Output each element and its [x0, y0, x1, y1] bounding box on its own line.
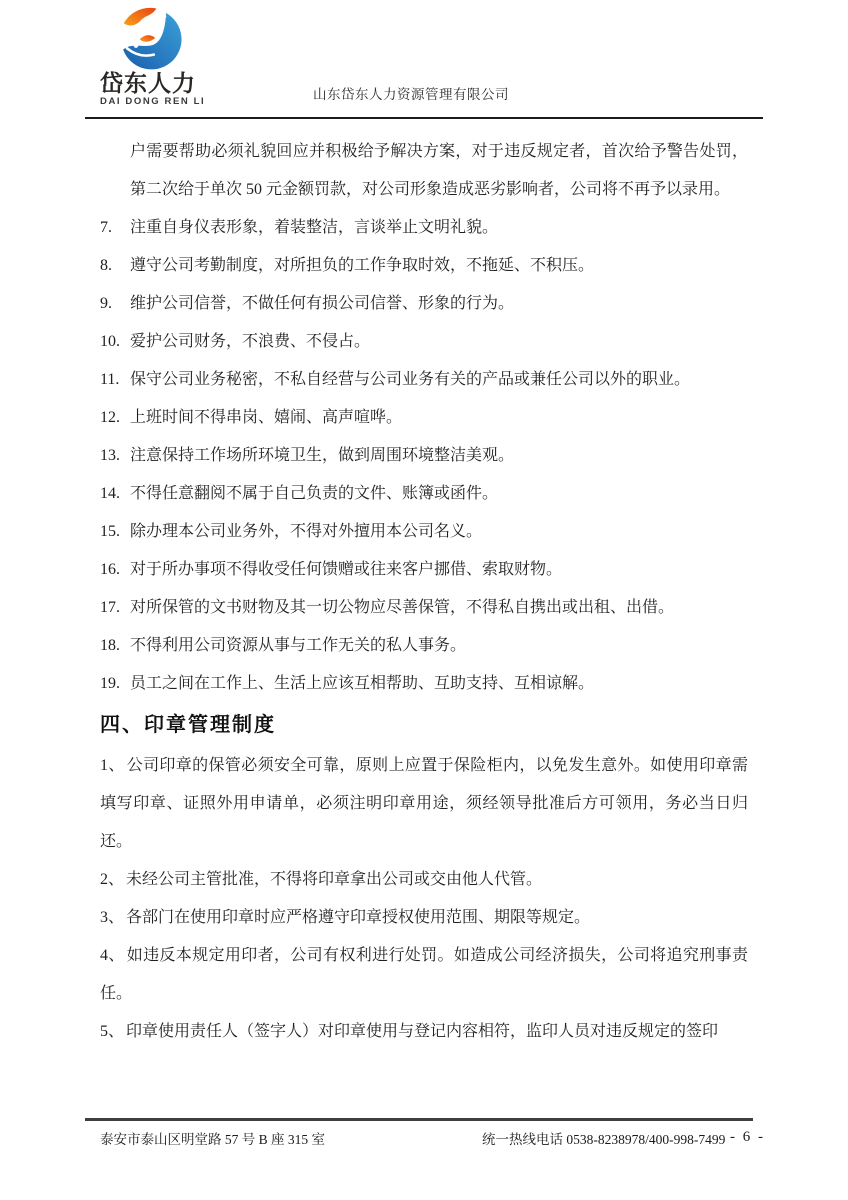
list-item	[100, 665, 748, 703]
list-item	[100, 627, 748, 665]
list-item-text: 对于所办事项不得收受任何馈赠或往来客户挪借、索取财物。	[130, 561, 563, 578]
list-item-marker: 4、	[100, 947, 125, 964]
list-item-marker: 7.	[100, 219, 112, 236]
list-item-text: 各部门在使用印章时应严格遵守印章授权使用范围、期限等规定。	[126, 909, 591, 926]
list-item-marker: 10.	[100, 333, 120, 350]
list-item-text: 不得利用公司资源从事与工作无关的私人事务。	[130, 637, 467, 654]
list-item	[100, 285, 748, 323]
list-item-text: 如违反本规定用印者，公司有权利进行处罚。如造成公司经济损失，公司将追究刑事责任。	[100, 947, 748, 1002]
list-item	[100, 247, 748, 285]
list-item-text: 不得任意翻阅不属于自己负责的文件、账簿或函件。	[130, 485, 499, 502]
list-item-marker: 8.	[100, 257, 112, 274]
list-item-marker: 18.	[100, 637, 120, 654]
list-item-marker: 19.	[100, 675, 120, 692]
header-rule	[85, 117, 763, 119]
footer-rule	[85, 1118, 753, 1121]
list-item-text: 公司印章的保管必须安全可靠，原则上应置于保险柜内，以免发生意外。如使用印章需填写印章、证照外用申请单，必须注明印章用途，须经领导批准后方可领用，务必当日归还。	[100, 757, 748, 850]
footer-address: 泰安市泰山区明堂路 57 号 B 座 315 室	[100, 1132, 326, 1147]
seal-rules-list	[100, 747, 748, 1051]
list-item-text: 除办理本公司业务外，不得对外擅用本公司名义。	[130, 523, 483, 540]
logo-name-en: DAI DONG REN LI	[100, 96, 206, 107]
list-item	[100, 399, 748, 437]
section-title: 四、印章管理制度	[100, 714, 276, 736]
list-item-marker: 17.	[100, 599, 120, 616]
list-item	[100, 551, 748, 589]
list-item	[100, 861, 748, 899]
list-item-marker: 5、	[100, 1023, 125, 1040]
list-item-text: 对所保管的文书财物及其一切公物应尽善保管，不得私自携出或出租、出借。	[130, 599, 675, 616]
company-name: 山东岱东人力资源管理有限公司	[313, 87, 509, 102]
list-item	[100, 589, 748, 627]
list-item-marker: 11.	[100, 371, 120, 388]
list-item-text: 印章使用责任人（签字人）对印章使用与登记内容相符，监印人员对违反规定的签印	[126, 1023, 719, 1040]
list-item-text: 维护公司信誉，不做任何有损公司信誉、形象的行为。	[130, 295, 515, 312]
list-item	[100, 209, 748, 247]
list-item-text: 保守公司业务秘密，不私自经营与公司业务有关的产品或兼任公司以外的职业。	[130, 371, 691, 388]
list-item	[100, 475, 748, 513]
list-item-marker: 13.	[100, 447, 120, 464]
document-body	[100, 133, 748, 1051]
list-item-text: 注重自身仪表形象，着装整洁，言谈举止文明礼貌。	[130, 219, 499, 236]
list-item	[100, 323, 748, 361]
list-item	[100, 361, 748, 399]
conduct-rules-list	[100, 209, 748, 703]
list-item-text: 注意保持工作场所环境卫生，做到周围环境整洁美观。	[130, 447, 515, 464]
list-item	[100, 437, 748, 475]
footer-hotline: 统一热线电话 0538-8238978/400-998-7499	[482, 1132, 726, 1147]
list-item-marker: 15.	[100, 523, 120, 540]
list-item-text: 上班时间不得串岗、嬉闹、高声喧哗。	[130, 409, 403, 426]
list-item	[100, 747, 748, 861]
page-number: - 6 -	[730, 1129, 765, 1145]
list-item	[100, 937, 748, 1013]
list-item-text: 爱护公司财务，不浪费、不侵占。	[130, 333, 371, 350]
list-item-marker: 14.	[100, 485, 120, 502]
list-item	[100, 1013, 748, 1051]
list-item-text: 遵守公司考勤制度，对所担负的工作争取时效，不拖延、不积压。	[130, 257, 595, 274]
list-item-text: 员工之间在工作上、生活上应该互相帮助、互助支持、互相谅解。	[130, 675, 595, 692]
list-item-marker: 1、	[100, 757, 125, 774]
company-logo	[100, 6, 210, 108]
list-item-marker: 12.	[100, 409, 120, 426]
list-item-marker: 9.	[100, 295, 112, 312]
list-item-marker: 16.	[100, 561, 120, 578]
list-item-marker: 3、	[100, 909, 125, 926]
list-item	[100, 899, 748, 937]
carryover-paragraph: 户需要帮助必须礼貌回应并积极给予解决方案，对于违反规定者，首次给予警告处罚，第二次给于单次 50 元金额罚款，对公司形象造成恶劣影响者，公司将不再予以录用。	[130, 143, 748, 198]
list-item-marker: 2、	[100, 871, 125, 888]
list-item	[100, 513, 748, 551]
list-item-text: 未经公司主管批准，不得将印章拿出公司或交由他人代管。	[126, 871, 543, 888]
logo-mark-icon	[118, 6, 182, 70]
logo-name-cn: 岱东人力	[100, 70, 196, 96]
